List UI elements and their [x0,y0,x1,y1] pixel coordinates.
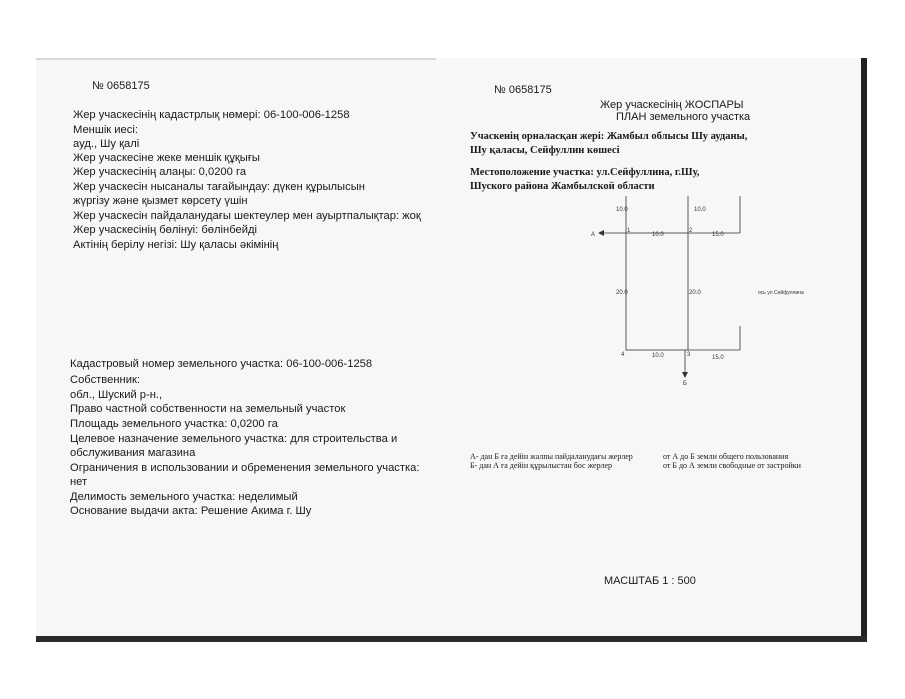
arrow-a-head [598,230,604,236]
plan-drawing [590,186,820,386]
ru-divisibility: Делимость земельного участка: неделимый [70,491,298,503]
sheet-edge-top [36,58,436,60]
dim-south-ext: 15.0 [712,355,724,361]
kz-owner-value: ауд., Шу қалі [73,138,140,150]
dim-top-right: 10.0 [694,207,706,213]
location-ru-line-2: Шуского района Жамбылской области [470,181,655,192]
kz-basis: Актінің берілу негізі: Шу қаласы әкімінің [73,239,279,251]
point-1: 1 [627,228,631,234]
ru-basis: Основание выдачи акта: Решение Акима г. Шу [70,505,312,517]
ru-purpose-line-1: Целевое назначение земельного участка: для строительства и [70,433,398,445]
point-2: 2 [689,228,693,234]
kz-purpose-line-1: Жер учаскесін нысаналы тағайындау: дүкен құрылысын [73,181,365,193]
ru-cadastral-number: Кадастровый номер земельного участка: 06-100-006-1258 [70,358,373,370]
dim-north-side: 10.0 [652,232,664,238]
sheet-edge-right [861,58,867,642]
sheet-edge-bottom [36,636,867,642]
land-plot-plan [590,186,820,386]
ru-owner-label: Собственник: [70,374,140,386]
arrow-b-head [682,372,688,378]
ru-ownership-right: Право частной собственности на земельный участок [70,403,346,415]
street-axis-label: ось ул.Сейфуллина [758,290,804,296]
plot-boundary [626,233,688,350]
point-3: 3 [687,352,691,358]
kz-cadastral-number: Жер учаскесінің кадастрлық нөмері: 06-100-006-1258 [73,109,350,121]
ru-purpose-line-2: обслуживания магазина [70,447,196,459]
kz-area: Жер учаскесінің алаңы: 0,0200 га [73,166,247,178]
plan-title-ru: ПЛАН земельного участка [616,111,751,123]
legend-kz-a-to-b: А- дан Б ға дейін жалпы пайдаланудағы жерлер [470,452,633,461]
legend-ru-b-to-a: от Б до А земли свободные от застройки [663,461,801,470]
dim-top-left: 10.0 [616,207,628,213]
dim-west-side: 20.0 [616,290,628,296]
location-kz-line-1: Учаскенің орналасқан жері: Жамбыл облысы Шу ауданы, [470,131,748,142]
location-ru-line-1: Местоположение участка: ул.Сейфуллина, г.Шу, [470,167,700,178]
dim-east-side: 20.0 [689,290,701,296]
left-certificate-number: № 0658175 [92,80,150,92]
ru-restrictions-line-2: нет [70,476,88,488]
ru-area: Площадь земельного участка: 0,0200 га [70,418,278,430]
kz-divisibility: Жер учаскесінің бөлінуі: бөлінбейді [73,224,257,236]
legend-kz-b-to-a: Б- дан А ға дейін құрылыстан бос жерлер [470,461,613,470]
scale-label: МАСШТАБ 1 : 500 [604,575,696,587]
right-certificate-number: № 0658175 [494,84,552,96]
ru-owner-value: обл., Шуский р-н., [70,389,163,401]
plan-title-kz: Жер учаскесінің ЖОСПАРЫ [600,99,744,111]
kz-purpose-line-2: жүргізу және қызмет көрсету үшін [73,195,248,207]
dim-north-ext: 15.0 [712,232,724,238]
dim-south-side: 10.0 [652,353,664,359]
ru-restrictions-line-1: Ограничения в использовании и обременения земельного участка: [70,462,420,474]
direction-a: А [591,232,596,238]
kz-ownership-right: Жер учаскесіне жеке меншік құқығы [73,152,260,164]
direction-b: Б [683,381,687,386]
location-kz-line-2: Шу қаласы, Сейфуллин көшесі [470,145,620,156]
point-4: 4 [621,352,625,358]
kz-owner-label: Меншік иесі: [73,124,138,136]
legend-ru-a-to-b: от А до Б земли общего пользования [663,452,789,461]
kz-restrictions: Жер учаскесін пайдаланудағы шектеулер мен ауыртпалықтар: жоқ [73,210,421,222]
